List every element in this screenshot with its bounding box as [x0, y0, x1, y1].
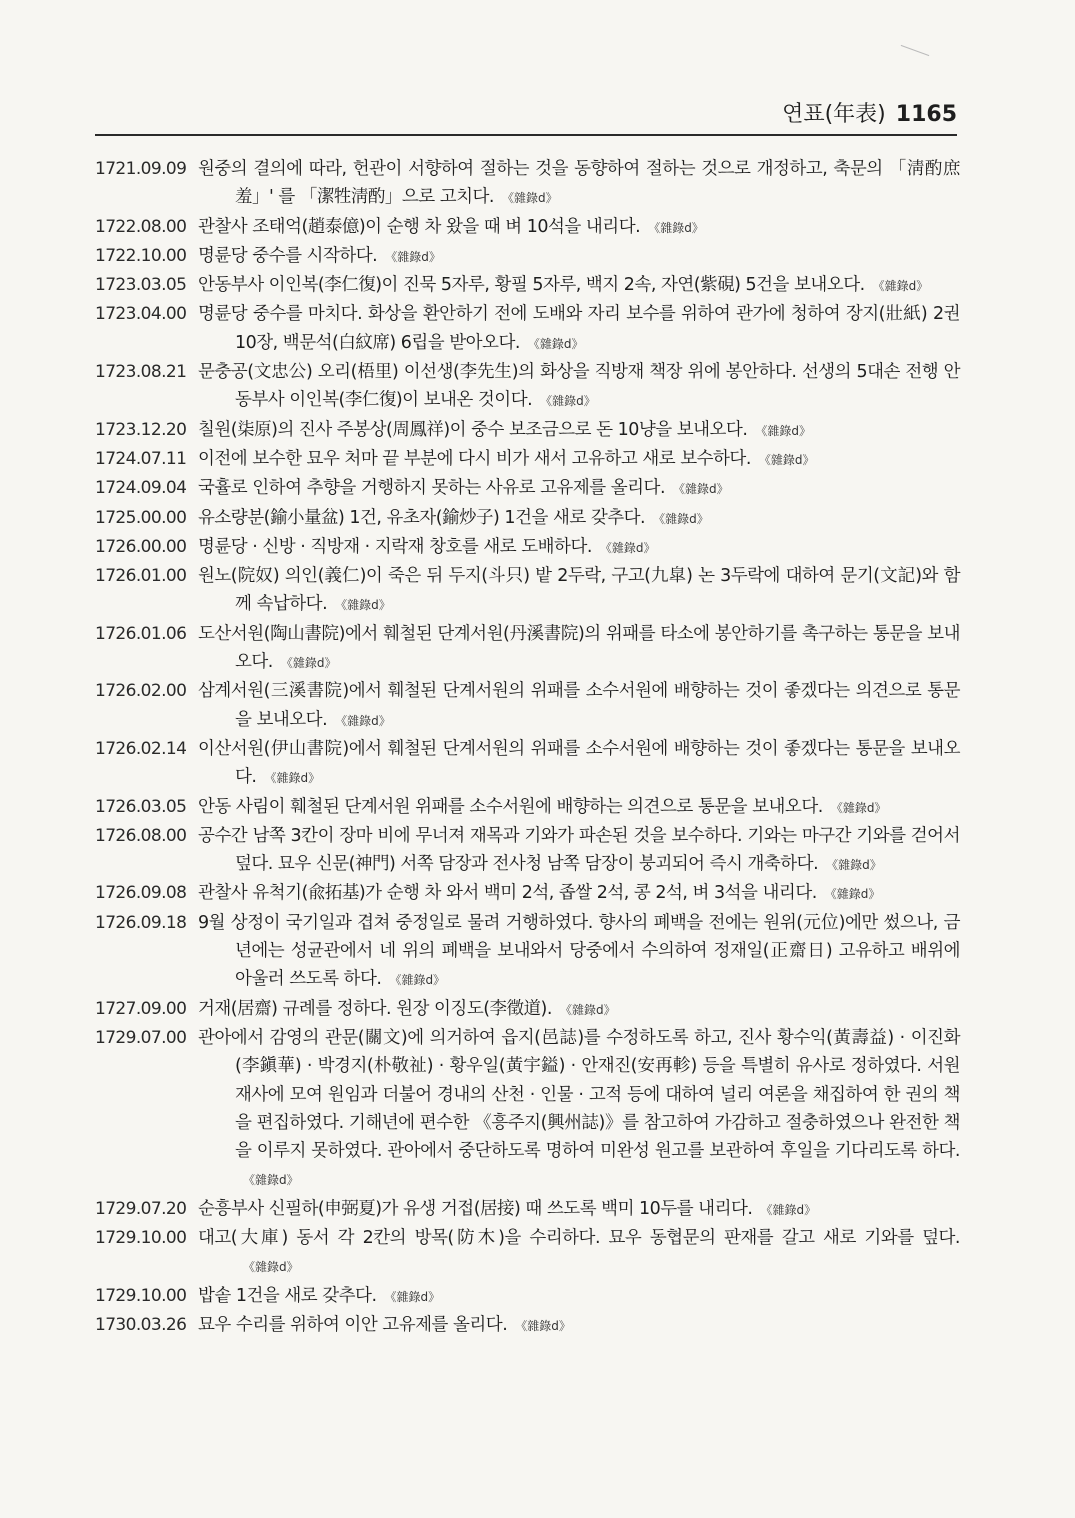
entry-body: 안동부사 이인복(李仁復)이 진묵 5자루, 황필 5자루, 백지 2속, 자연(紫硯) 5건을 보내오다.: [198, 275, 865, 296]
entry-body: 명륜당 · 신방 · 직방재 · 지락재 창호를 새로 도배하다.: [198, 536, 592, 557]
entry-text: [198, 822, 960, 880]
chronology-entry: [95, 879, 960, 908]
entry-text: [198, 271, 960, 300]
chronology-entry: [95, 504, 960, 533]
entry-source: 《雜錄d》: [384, 1289, 441, 1304]
chronology-entry: [95, 1282, 960, 1311]
entry-date: 1722.08.00: [95, 216, 187, 237]
entry-body: 유소량분(鍮小量盆) 1건, 유초자(鍮炒子) 1건을 새로 갖추다.: [198, 507, 646, 528]
entry-date: 1729.07.00: [95, 1027, 187, 1048]
entry-source: 《雜錄d》: [540, 394, 596, 409]
entry-date: 1726.08.00: [95, 825, 187, 846]
entry-date: 1726.00.00: [95, 536, 187, 557]
entry-date: 1724.07.11: [95, 448, 187, 469]
entry-date: 1729.10.00: [95, 1285, 187, 1306]
entry-source: 《雜錄d》: [755, 423, 812, 438]
entry-text: [198, 995, 960, 1024]
entry-text: [198, 1282, 960, 1311]
entry-text: [198, 504, 960, 533]
entry-source: 《雜錄d》: [527, 336, 584, 351]
entry-date: 1730.03.26: [95, 1314, 187, 1335]
chronology-entry: [95, 474, 960, 503]
entry-body: 대고(大庫) 동서 각 2칸의 방목(防木)을 수리하다. 묘우 동협문의 판재를 갈고 새로 기와를 덮다.: [198, 1227, 960, 1248]
entry-date: 1729.10.00: [95, 1227, 187, 1248]
entry-source: 《雜錄d》: [515, 1318, 571, 1333]
entry-text: [198, 155, 960, 213]
entry-date: 1724.09.04: [95, 478, 187, 499]
entry-date: 1726.02.14: [95, 738, 187, 759]
entry-text: [198, 677, 960, 735]
entry-text: [198, 474, 960, 503]
entry-body: 원노(院奴) 의인(義仁)이 죽은 뒤 두지(斗只) 밭 2두락, 구고(九皐) 논 3두락에 대하여 문기(文記)와 함께 속납하다.: [198, 566, 960, 615]
chronology-entry: [95, 1195, 960, 1224]
entry-text: [198, 445, 960, 474]
entry-body: 순흥부사 신필하(申弼夏)가 유생 거접(居接) 때 쓰도록 백미 10두를 내리다.: [198, 1198, 753, 1219]
chronology-entry: [95, 677, 960, 735]
entry-source: 《雜錄d》: [599, 540, 656, 555]
entry-date: 1723.08.21: [95, 362, 187, 383]
entry-text: [198, 879, 960, 908]
entry-date: 1721.09.09: [95, 159, 187, 179]
entry-source: 《雜錄d》: [243, 1173, 299, 1188]
chronology-entry: [95, 995, 960, 1024]
entry-date: 1723.03.05: [95, 275, 187, 296]
entry-source: 《雜錄d》: [653, 511, 709, 526]
chronology-entry: [95, 620, 960, 678]
entry-source: 《雜錄d》: [335, 713, 391, 728]
page-number: 1165: [895, 102, 957, 127]
entry-source: 《雜錄d》: [280, 656, 337, 671]
entry-date: 1726.01.06: [95, 623, 187, 644]
entry-source: 《雜錄d》: [559, 1002, 616, 1017]
entry-body: 원중의 결의에 따라, 헌관이 서향하여 절하는 것을 동향하여 절하는 것으로 개정하고, 축문의 「淸酌庶羞」' 를 「潔牲淸酌」으로 고치다.: [198, 159, 960, 208]
entry-body: 이전에 보수한 묘우 처마 끝 부분에 다시 비가 새서 고유하고 새로 보수하다.: [198, 448, 751, 469]
chronology-list: [95, 155, 960, 1340]
entry-text: [198, 909, 960, 995]
entry-date: 1722.10.00: [95, 245, 187, 266]
entry-date: 1726.03.05: [95, 796, 187, 817]
entry-source: 《雜錄d》: [389, 973, 446, 988]
chronology-entry: [95, 909, 960, 995]
entry-text: [198, 300, 960, 358]
entry-date: 1725.00.00: [95, 507, 187, 528]
entry-source: 《雜錄d》: [385, 249, 441, 264]
chronology-entry: [95, 213, 960, 242]
entry-text: [198, 735, 960, 793]
entry-body: 명륜당 중수를 마치다. 화상을 환안하기 전에 도배와 자리 보수를 위하여 관가에 청하여 장지(壯紙) 2권 10장, 백문석(白紋席) 6립을 받아오다.: [198, 304, 960, 353]
entry-body: 칠원(柒原)의 진사 주봉상(周鳳祥)이 중수 보조금으로 돈 10냥을 보내오다.: [198, 419, 748, 440]
entry-text: [198, 416, 960, 445]
entry-body: 관찰사 유척기(兪拓基)가 순행 차 와서 백미 2석, 좁쌀 2석, 콩 2석, 벼 3석을 내리다.: [198, 883, 817, 904]
entry-text: [198, 1195, 960, 1224]
entry-source: 《雜錄d》: [243, 1260, 299, 1275]
chronology-entry: [95, 793, 960, 822]
chronology-entry: [95, 155, 960, 213]
entry-source: 《雜錄d》: [502, 191, 558, 206]
chronology-entry: [95, 445, 960, 474]
chronology-entry: [95, 242, 960, 271]
entry-source: 《雜錄d》: [758, 452, 815, 467]
entry-body: 안동 사림이 훼철된 단계서원 위패를 소수서원에 배향하는 의견으로 통문을 보내오다.: [198, 796, 823, 817]
entry-source: 《雜錄d》: [872, 279, 929, 294]
entry-text: [198, 562, 960, 620]
chronology-entry: [95, 416, 960, 445]
entry-date: 1726.02.00: [95, 681, 187, 702]
chronology-entry: [95, 300, 960, 358]
entry-date: 1729.07.20: [95, 1198, 187, 1219]
header-text: [782, 97, 957, 128]
entry-date: 1727.09.00: [95, 998, 187, 1019]
entry-date: 1723.12.20: [95, 419, 187, 440]
entry-text: [198, 620, 960, 678]
entry-body: 밥솥 1건을 새로 갖추다.: [198, 1285, 377, 1306]
entry-date: 1726.09.18: [95, 912, 187, 933]
chronology-entry: [95, 533, 960, 562]
entry-body: 명륜당 중수를 시작하다.: [198, 245, 378, 266]
entry-source: 《雜錄d》: [826, 858, 882, 873]
entry-date: 1726.09.08: [95, 883, 187, 904]
entry-body: 문충공(文忠公) 오리(梧里) 이선생(李先生)의 화상을 직방재 책장 위에 봉안하다. 선생의 5대손 전행 안동부사 이인복(李仁復)이 보내온 것이다.: [198, 362, 960, 411]
chronology-entry: [95, 1224, 960, 1282]
chronology-entry: [95, 358, 960, 416]
chronology-entry: [95, 1311, 960, 1340]
entry-body: 국휼로 인하여 추향을 거행하지 못하는 사유로 고유제를 올리다.: [198, 478, 666, 499]
entry-body: 묘우 수리를 위하여 이안 고유제를 올리다.: [198, 1314, 508, 1335]
entry-text: [198, 242, 960, 271]
entry-date: 1726.01.00: [95, 566, 187, 587]
entry-source: 《雜錄d》: [673, 482, 729, 497]
scan-mark: [901, 45, 930, 56]
entry-source: 《雜錄d》: [824, 887, 881, 902]
entry-text: [198, 793, 960, 822]
running-header: [95, 96, 957, 136]
chronology-entry: [95, 1024, 960, 1195]
entry-body: 공수간 남쪽 3칸이 장마 비에 무너져 재목과 기와가 파손된 것을 보수하다. 기와는 마구간 기와를 걷어서 덮다. 묘우 신문(神門) 서쪽 담장과 전사청 남쪽 담장이 붕괴되어 즉시 개축하다.: [198, 825, 960, 875]
entry-text: [198, 1224, 960, 1282]
entry-text: [198, 533, 960, 562]
entry-source: 《雜錄d》: [760, 1202, 817, 1217]
entry-text: [198, 358, 960, 416]
entry-text: [198, 213, 960, 242]
entry-body: 이산서원(伊山書院)에서 훼철된 단계서원의 위패를 소수서원에 배향하는 것이 좋겠다는 통문을 보내오다.: [198, 738, 960, 788]
entry-body: 9월 상정이 국기일과 겹쳐 중정일로 물려 거행하였다. 향사의 폐백을 전에는 원위(元位)에만 썼으나, 금년에는 성균관에서 네 위의 폐백을 보내와서 당중에서 수의하여 정재일(正齋日) 고유하고 배위에 아울러 쓰도록 하다.: [198, 912, 960, 990]
entry-source: 《雜錄d》: [264, 771, 321, 786]
entry-body: 관찰사 조태억(趙泰億)이 순행 차 왔을 때 벼 10석을 내리다.: [198, 216, 641, 237]
entry-text: [198, 1024, 960, 1195]
chronology-entry: [95, 562, 960, 620]
entry-text: [198, 1311, 960, 1340]
entry-body: 삼계서원(三溪書院)에서 훼철된 단계서원의 위패를 소수서원에 배향하는 것이 좋겠다는 의견으로 통문을 보내오다.: [198, 681, 960, 730]
entry-source: 《雜錄d》: [830, 800, 887, 815]
chronology-entry: [95, 271, 960, 300]
chronology-entry: [95, 735, 960, 793]
entry-body: 도산서원(陶山書院)에서 훼철된 단계서원(丹溪書院)의 위패를 타소에 봉안하기를 촉구하는 통문을 보내오다.: [198, 623, 960, 673]
entry-body: 관아에서 감영의 관문(關文)에 의거하여 읍지(邑誌)를 수정하도록 하고, 진사 황수익(黃壽益) · 이진화(李鎭華) · 박경지(朴敬祉) · 황우일(黃宇鎰) · 안재진(安再軫) 등을 특별히 유사로 정하였다. 서원 재사에 모여 원임과 더불어 경내의 산천 · 인물 · 고적 등에 대하여 널리 여론을 채집하여 한 권의 책을 편집하였다. 기해년에 편수한 《흥주지(興州誌)》를 참고하여 가감하고 절충하였으나 완전한 책을 이루지 못하였다. 관아에서 중단하도록 명하여 미완성 원고를 보관하여 후일을 기다리도록 하다.: [198, 1027, 960, 1162]
entry-source: 《雜錄d》: [648, 220, 704, 235]
entry-date: 1723.04.00: [95, 304, 187, 325]
header-title: 연표(年表): [782, 102, 886, 127]
entry-source: 《雜錄d》: [335, 598, 391, 613]
entry-body: 거재(居齋) 규례를 정하다. 원장 이징도(李徵道).: [198, 998, 552, 1019]
chronology-entry: [95, 822, 960, 880]
